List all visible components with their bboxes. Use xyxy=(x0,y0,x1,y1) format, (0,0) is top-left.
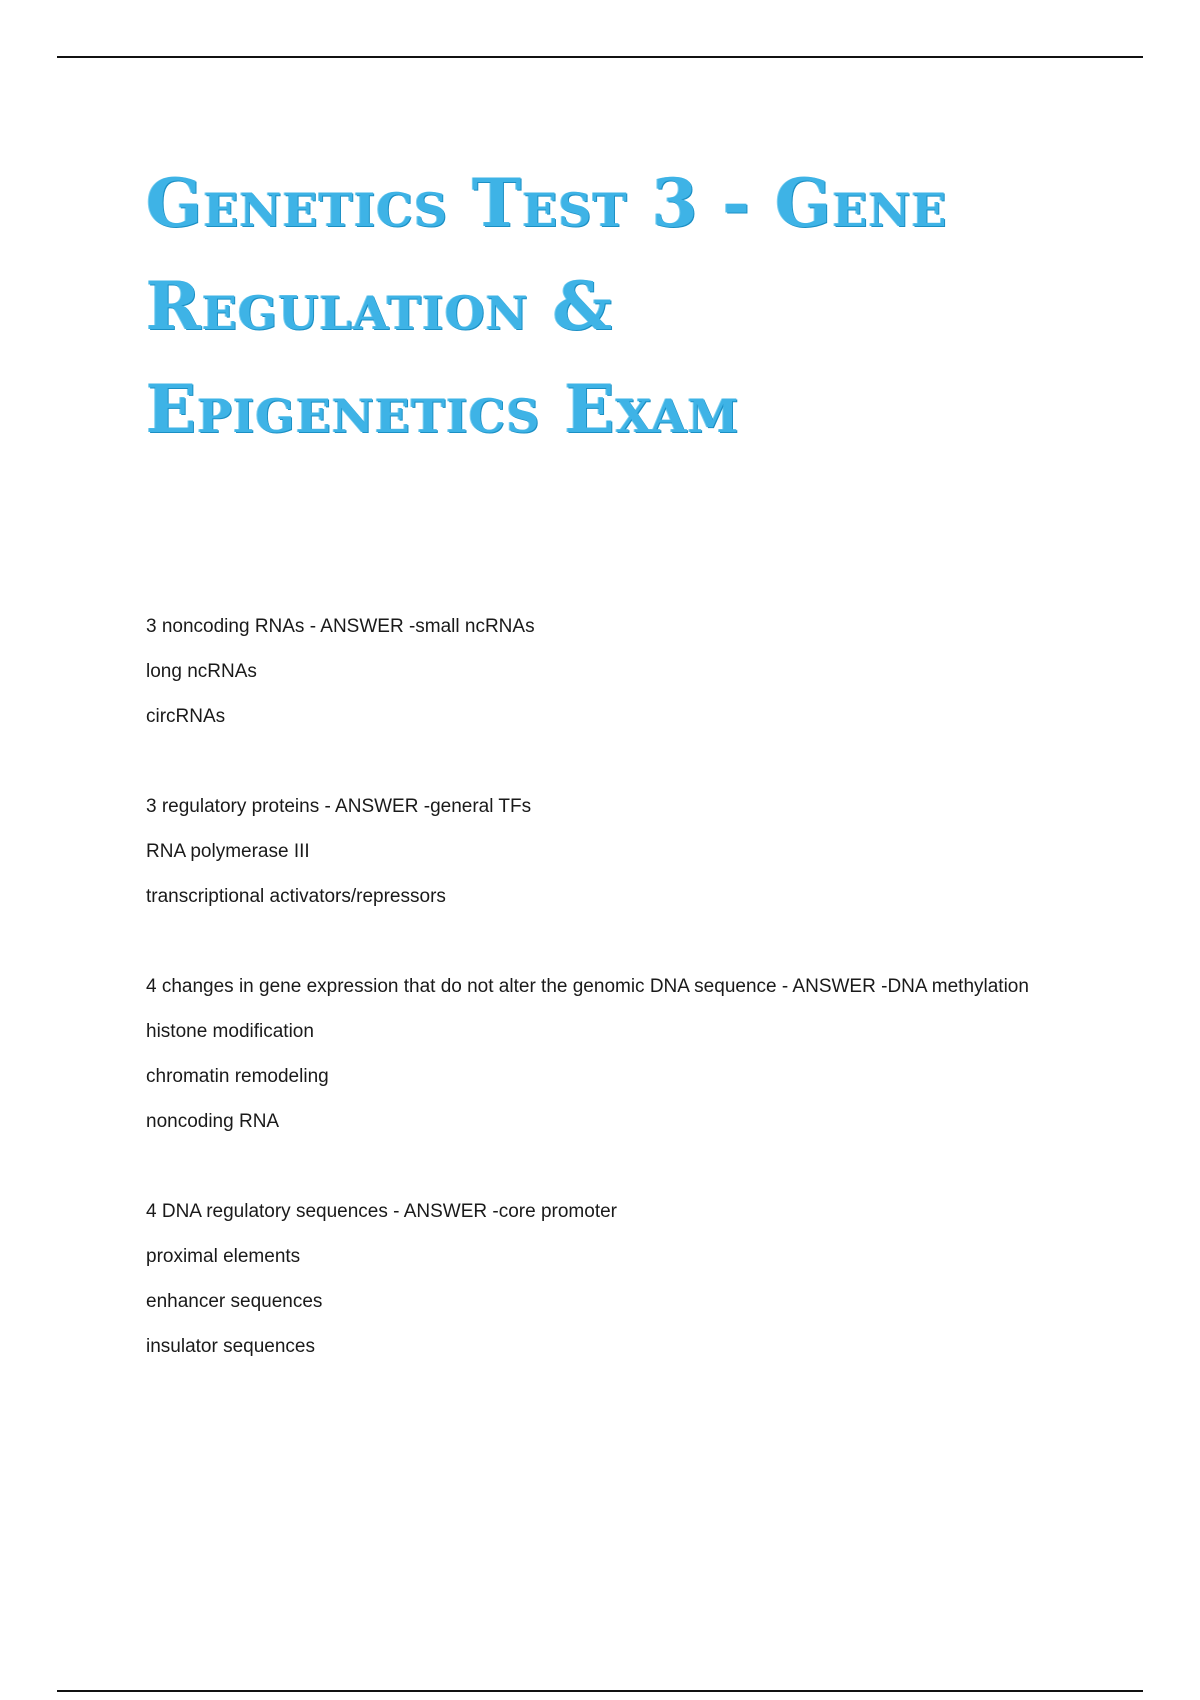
question-line xyxy=(146,964,1136,1009)
title-line: Epigenetics Exam xyxy=(146,370,740,448)
question-text: 4 changes in gene expression that do not alter the genomic DNA sequence xyxy=(146,976,777,997)
top-rule xyxy=(57,56,1143,58)
answer-text: general TFs xyxy=(430,796,532,817)
answer-line: noncoding RNA xyxy=(146,1111,280,1132)
answer-separator: - ANSWER - xyxy=(776,976,888,997)
title-line: Genetics Test 3 - Gene xyxy=(146,164,948,242)
title-line: Regulation & xyxy=(146,267,614,345)
qa-item xyxy=(146,1189,1136,1369)
answer-separator: - ANSWER - xyxy=(387,1201,499,1222)
answer-separator: - ANSWER - xyxy=(319,796,431,817)
answer-line: enhancer sequences xyxy=(146,1291,323,1312)
answer-line: histone modification xyxy=(146,1021,314,1042)
answer-line: chromatin remodeling xyxy=(146,1066,329,1087)
qa-item xyxy=(146,604,1136,739)
answer-line: long ncRNAs xyxy=(146,661,257,682)
answer-line: transcriptional activators/repressors xyxy=(146,886,446,907)
qa-list xyxy=(146,604,1136,1414)
qa-item xyxy=(146,784,1136,919)
answer-text: core promoter xyxy=(498,1201,617,1222)
question-text: 3 regulatory proteins xyxy=(146,796,320,817)
answer-line: RNA polymerase III xyxy=(146,841,310,862)
question-line xyxy=(146,604,1136,649)
answer-line: circRNAs xyxy=(146,706,226,727)
answer-text: small ncRNAs xyxy=(415,616,535,637)
question-text: 3 noncoding RNAs xyxy=(146,616,305,637)
question-text: 4 DNA regulatory sequences xyxy=(146,1201,388,1222)
answer-line: proximal elements xyxy=(146,1246,301,1267)
answer-text: DNA methylation xyxy=(887,976,1029,997)
question-line xyxy=(146,1189,1136,1234)
qa-item xyxy=(146,964,1136,1144)
answer-separator: - ANSWER - xyxy=(304,616,416,637)
document-title xyxy=(146,152,1106,461)
answer-line: insulator sequences xyxy=(146,1336,315,1357)
question-line xyxy=(146,784,1136,829)
bottom-rule xyxy=(57,1690,1143,1692)
